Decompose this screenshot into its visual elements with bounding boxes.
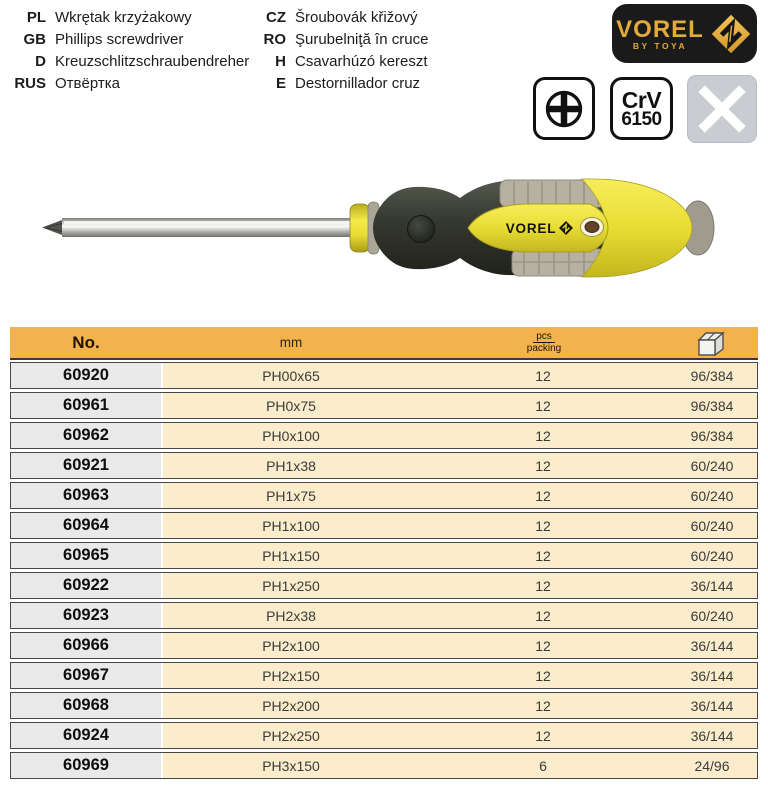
col-header-packaging xyxy=(668,327,758,358)
cell-pcs-packing: 12 xyxy=(535,367,551,384)
cell-catalog-number: 60964 xyxy=(11,513,163,538)
col-header-pcs-packing xyxy=(420,327,668,358)
cell-pcs-packing: 12 xyxy=(535,607,551,624)
cell-size-mm: PH3x150 xyxy=(262,757,320,774)
product-name: Отвёртка xyxy=(55,74,120,92)
language-code: H xyxy=(275,52,286,70)
table-body xyxy=(10,362,758,782)
cell-catalog-number: 60966 xyxy=(11,633,163,658)
cell-pcs-packing: 12 xyxy=(535,397,551,414)
cell-carton-qty: 60/240 xyxy=(690,487,734,504)
cell-carton-qty: 36/144 xyxy=(690,667,734,684)
cell-catalog-number: 60962 xyxy=(11,423,163,448)
product-name: Csavarhúzó kereszt xyxy=(295,52,428,70)
language-code: GB xyxy=(23,30,46,48)
table-row xyxy=(10,662,758,689)
packing-label: packing xyxy=(526,343,562,354)
product-name: Kreuzschlitzschraubendreher xyxy=(55,52,250,70)
table-row xyxy=(10,692,758,719)
cell-catalog-number: 60921 xyxy=(11,453,163,478)
product-name: Šroubovák křižový xyxy=(295,8,418,26)
cell-pcs-packing: 12 xyxy=(535,577,551,594)
phillips-cross-icon xyxy=(541,86,587,132)
table-row xyxy=(10,632,758,659)
product-name: Şurubelniţă în cruce xyxy=(295,30,429,48)
cell-carton-qty: 60/240 xyxy=(690,607,734,624)
pcs-label: pcs xyxy=(533,331,555,343)
cell-catalog-number: 60923 xyxy=(11,603,163,628)
translation-row xyxy=(12,28,249,50)
language-code: PL xyxy=(26,8,46,26)
x-icon xyxy=(688,75,756,143)
table-row xyxy=(10,572,758,599)
translation-row xyxy=(252,6,428,28)
language-code: RO xyxy=(263,30,286,48)
cell-catalog-number: 60920 xyxy=(11,363,163,388)
translation-row xyxy=(252,72,428,94)
cell-pcs-packing: 12 xyxy=(535,697,551,714)
crv-grade: 6150 xyxy=(621,108,662,130)
translation-row xyxy=(252,28,428,50)
cell-size-mm: PH2x150 xyxy=(262,667,320,684)
language-code: CZ xyxy=(266,8,286,26)
cell-pcs-packing: 12 xyxy=(535,457,551,474)
table-row xyxy=(10,722,758,749)
product-name: Phillips screwdriver xyxy=(55,30,184,48)
brand-byline: BY TOYA xyxy=(632,41,688,51)
cell-pcs-packing: 6 xyxy=(539,757,547,774)
table-row xyxy=(10,452,758,479)
cell-catalog-number: 60965 xyxy=(11,543,163,568)
cell-catalog-number: 60968 xyxy=(11,693,163,718)
cell-catalog-number: 60922 xyxy=(11,573,163,598)
cell-size-mm: PH1x250 xyxy=(262,577,320,594)
col-header-no: No. xyxy=(72,332,100,352)
product-name: Destornillador cruz xyxy=(295,74,421,92)
table-header xyxy=(10,327,758,360)
cell-carton-qty: 60/240 xyxy=(690,517,734,534)
cell-carton-qty: 96/384 xyxy=(690,367,734,384)
cell-size-mm: PH00x65 xyxy=(262,367,320,384)
translation-row xyxy=(252,50,428,72)
cell-carton-qty: 96/384 xyxy=(690,427,734,444)
cell-pcs-packing: 12 xyxy=(535,667,551,684)
language-code: D xyxy=(35,52,46,70)
screwdriver-shaft xyxy=(62,218,358,237)
table-row xyxy=(10,422,758,449)
brand-name: VOREL xyxy=(616,16,704,43)
table-row xyxy=(10,602,758,629)
handle-brand-text: VOREL xyxy=(505,221,557,236)
cell-size-mm: PH1x100 xyxy=(262,517,320,534)
screwdriver-handle xyxy=(350,179,714,277)
cell-size-mm: PH2x100 xyxy=(262,637,320,654)
cell-size-mm: PH1x75 xyxy=(266,487,316,504)
vorel-logo xyxy=(612,4,757,63)
cell-pcs-packing: 12 xyxy=(535,517,551,534)
cell-size-mm: PH2x200 xyxy=(262,697,320,714)
cell-catalog-number: 60969 xyxy=(11,753,163,778)
phillips-badge xyxy=(533,77,595,140)
cell-carton-qty: 60/240 xyxy=(690,547,734,564)
crv-label: CrV xyxy=(621,86,662,113)
table-row xyxy=(10,362,758,389)
translation-row xyxy=(12,6,249,28)
table-row xyxy=(10,392,758,419)
translation-row xyxy=(12,50,249,72)
cell-size-mm: PH2x250 xyxy=(262,727,320,744)
cell-size-mm: PH0x100 xyxy=(262,427,320,444)
cell-pcs-packing: 12 xyxy=(535,487,551,504)
table-row xyxy=(10,482,758,509)
cell-catalog-number: 60967 xyxy=(11,663,163,688)
cell-pcs-packing: 12 xyxy=(535,547,551,564)
cell-size-mm: PH1x38 xyxy=(266,457,316,474)
language-code: E xyxy=(275,74,286,92)
table-row xyxy=(10,752,758,779)
product-names-left xyxy=(12,6,249,94)
cell-carton-qty: 60/240 xyxy=(690,457,734,474)
col-header-mm: mm xyxy=(279,335,303,350)
x-badge xyxy=(687,75,757,143)
crv-6150-badge xyxy=(610,77,673,140)
cell-catalog-number: 60963 xyxy=(11,483,163,508)
cell-carton-qty: 36/144 xyxy=(690,727,734,744)
language-code: RUS xyxy=(14,74,46,92)
cell-carton-qty: 24/96 xyxy=(694,757,730,774)
vorel-diamond-icon xyxy=(709,12,753,56)
table-row xyxy=(10,512,758,539)
cell-carton-qty: 36/144 xyxy=(690,577,734,594)
product-name: Wkrętak krzyżakowy xyxy=(55,8,192,26)
cell-carton-qty: 36/144 xyxy=(690,637,734,654)
cell-carton-qty: 96/384 xyxy=(690,397,734,414)
cell-size-mm: PH1x150 xyxy=(262,547,320,564)
cell-size-mm: PH0x75 xyxy=(266,397,316,414)
packaging-box-icon xyxy=(696,328,730,358)
cell-size-mm: PH2x38 xyxy=(266,607,316,624)
cell-catalog-number: 60961 xyxy=(11,393,163,418)
cell-catalog-number: 60924 xyxy=(11,723,163,748)
translation-row xyxy=(12,72,249,94)
cell-pcs-packing: 12 xyxy=(535,637,551,654)
vorel-logo-text xyxy=(616,16,704,51)
cell-pcs-packing: 12 xyxy=(535,427,551,444)
product-names-right xyxy=(252,6,428,94)
cell-carton-qty: 36/144 xyxy=(690,697,734,714)
cell-pcs-packing: 12 xyxy=(535,727,551,744)
table-row xyxy=(10,542,758,569)
hanging-hole xyxy=(581,218,604,237)
product-image xyxy=(0,160,768,310)
